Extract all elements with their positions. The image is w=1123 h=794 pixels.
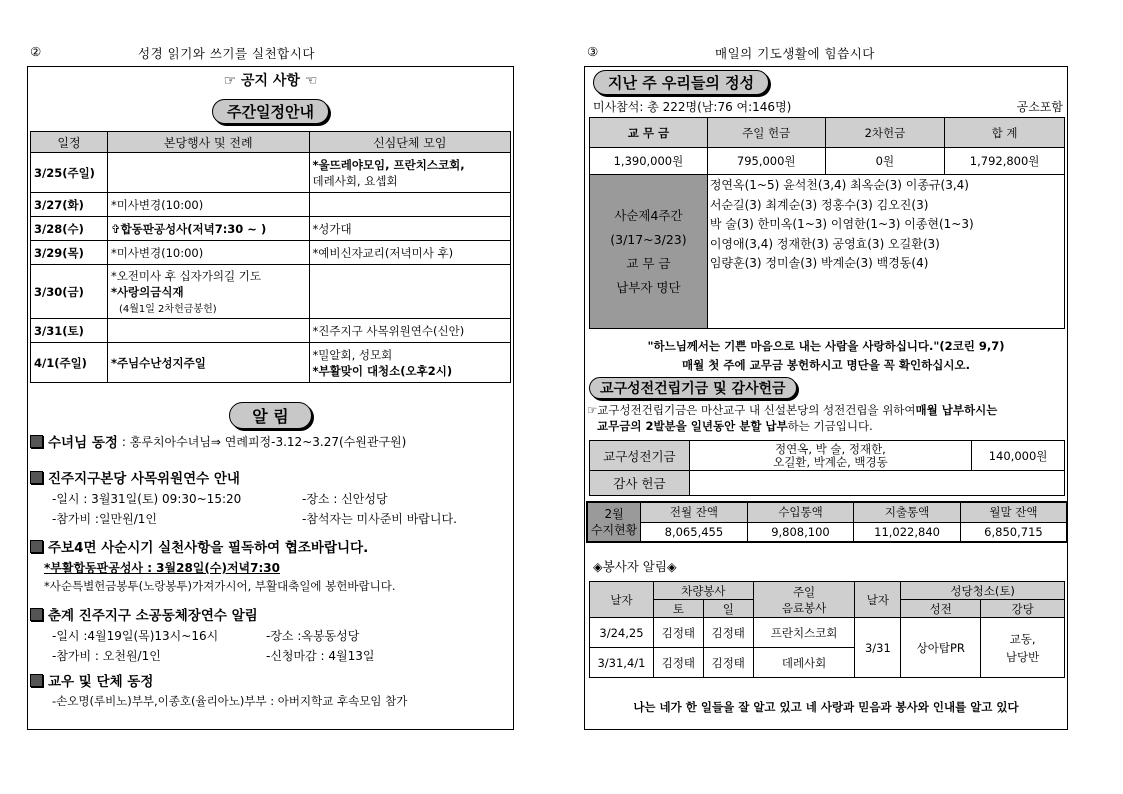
vol-sanctuary: 상아탑PR xyxy=(901,618,981,678)
vol-header: 차량봉사 xyxy=(653,582,753,600)
alert-title: 알 림 xyxy=(229,402,311,429)
alert-text: -장소 : 신안성당 xyxy=(302,492,388,506)
summary-header: 수입통액 xyxy=(747,502,854,522)
offering-value-row xyxy=(590,148,1065,175)
left-panel xyxy=(27,66,514,730)
vol-header: 주일 음료봉사 xyxy=(753,582,855,618)
alert-text: -참가비 :일만원/1인 xyxy=(52,512,158,526)
summary-value: 8,065,455 xyxy=(641,522,748,542)
schedule-row xyxy=(31,319,511,343)
vol-sat: 김정태 xyxy=(653,618,703,648)
donor-label: 사순제4주간 (3/17~3/23) 교 무 금 납부자 명단 xyxy=(590,175,708,329)
schedule-title: 주간일정안내 xyxy=(212,99,329,124)
schedule-header: 신심단체 모임 xyxy=(309,132,511,153)
schedule-row xyxy=(31,193,511,217)
schedule-date: 4/1(주일) xyxy=(31,343,108,383)
offering-value: 1,390,000원 xyxy=(590,148,708,175)
square-bullet-icon xyxy=(30,674,43,687)
offering-table xyxy=(589,117,1065,329)
square-bullet-icon xyxy=(30,608,43,621)
alert-text: -장소 :옥봉동성당 xyxy=(266,629,360,643)
building-desc: ☞교구성전건립기금은 마산교구 내 신설본당의 성전건립을 위하여매월 납부하시는 xyxy=(587,403,998,417)
vol-clean-date: 3/31 xyxy=(855,618,901,678)
offering-header: 주일 헌금 xyxy=(707,118,825,148)
offering-header: 합 계 xyxy=(945,118,1065,148)
schedule-table xyxy=(30,131,511,383)
schedule-group xyxy=(309,193,511,217)
vol-header: 강당 xyxy=(981,600,1065,618)
right-page-header xyxy=(587,44,1067,62)
volunteer-table xyxy=(589,581,1065,678)
quote-line: 매월 첫 주에 교무금 봉헌하시고 명단을 꼭 확인하십시오. xyxy=(682,358,970,372)
schedule-group: *울뜨레야모임, 프란치스코회, 데레사회, 요셉회 xyxy=(309,153,511,193)
schedule-parish xyxy=(107,153,309,193)
offering-header-row xyxy=(590,118,1065,148)
left-page-header xyxy=(30,44,510,62)
left-page-number: ② xyxy=(30,44,42,59)
summary-value: 11,022,840 xyxy=(854,522,961,542)
alert-text: -신청마감 : 4월13일 xyxy=(266,649,375,663)
schedule-group xyxy=(309,265,511,319)
schedule-date: 3/30(금) xyxy=(31,265,108,319)
fund-label: 교구성전기금 xyxy=(590,441,690,471)
schedule-header: 일정 xyxy=(31,132,108,153)
schedule-group: *밀알회, 성모회 *부활맞이 대청소(오후2시) xyxy=(309,343,511,383)
schedule-date: 3/27(화) xyxy=(31,193,108,217)
donor-line: 박 술(3) 한미옥(1~3) 이염한(1~3) 이종현(1~3) xyxy=(709,217,974,231)
schedule-group: *성가대 xyxy=(309,217,511,241)
schedule-group: *예비신자교리(저녁미사 후) xyxy=(309,241,511,265)
vol-header: 날자 xyxy=(590,582,654,618)
schedule-row xyxy=(31,265,511,319)
donor-list xyxy=(707,175,1064,329)
left-page-title: 성경 읽기와 쓰기를 실천합시다 xyxy=(138,46,315,61)
fund-amount: 140,000원 xyxy=(972,441,1065,471)
alert-item xyxy=(30,604,510,665)
summary-label: 2월 수지현황 xyxy=(587,502,641,542)
alert-text: -일시 :4월19일(목)13시~16시 xyxy=(52,629,219,643)
vol-drink: 프란치스코회 xyxy=(753,618,855,648)
alert-heading: 진주지구본당 사목위원연수 안내 xyxy=(48,471,240,487)
thanks-value xyxy=(689,471,1064,496)
fund-names: 정연옥, 박 술, 정재한, 오길환, 박계순, 백경동 xyxy=(689,441,971,471)
volunteer-title: ◈봉사자 알림◈ xyxy=(593,559,677,574)
mass-count: 미사참석: 총 222명(남:76 여:146명) xyxy=(593,100,792,114)
alert-item xyxy=(30,536,510,594)
vol-header: 일 xyxy=(703,600,753,618)
offering-header: 교 무 금 xyxy=(590,118,708,148)
thanks-row xyxy=(590,471,1065,496)
alert-item xyxy=(30,431,406,451)
offering-header: 2차헌금 xyxy=(825,118,945,148)
alert-text: -일시 : 3월31일(토) 09:30~15:20 xyxy=(52,492,242,506)
vol-sun: 김정태 xyxy=(703,648,753,678)
alert-text: -손오명(루비노)부부,이종호(율리아노)부부 : 아버지학교 후속모임 참가 xyxy=(52,694,408,708)
square-bullet-icon xyxy=(30,540,43,553)
alert-text: *사순특별헌금봉투(노랑봉투)가져가시어, 부활대축일에 봉헌바랍니다. xyxy=(44,579,396,593)
donor-row xyxy=(590,175,1065,329)
schedule-date: 3/29(목) xyxy=(31,241,108,265)
donor-line: 임량훈(3) 정미솔(3) 박계순(3) 백경동(4) xyxy=(709,256,929,270)
right-panel xyxy=(584,66,1068,730)
summary-value-row xyxy=(587,522,1067,542)
summary-header-row xyxy=(587,502,1067,522)
footer-quote: 나는 네가 한 일들을 잘 알고 있고 네 사랑과 믿음과 봉사와 인내를 알고 있다 xyxy=(633,700,1019,714)
alert-text: *부활합동판공성사 : 3월28일(수)저녁7:30 xyxy=(44,561,280,575)
right-page-number: ③ xyxy=(587,44,599,59)
quote-line: "하느님께서는 기쁜 마음으로 내는 사람을 사랑하십니다."(2코린 9,7) xyxy=(647,339,1005,353)
donor-line: 이영애(3,4) 정재한(3) 공영효(3) 오길환(3) xyxy=(709,236,940,251)
volunteer-row xyxy=(590,618,1065,648)
square-bullet-icon xyxy=(30,471,43,484)
summary-table xyxy=(586,501,1068,543)
schedule-group: *진주지구 사목위원연수(신안) xyxy=(309,319,511,343)
fund-table xyxy=(589,440,1065,496)
schedule-parish: *미사변경(10:00) xyxy=(107,193,309,217)
offering-value: 0원 xyxy=(825,148,945,175)
schedule-header-row xyxy=(31,132,511,153)
fund-row xyxy=(590,441,1065,471)
donor-line: 서순길(3) 최계순(3) 정홍수(3) 김오진(3) xyxy=(709,197,929,212)
summary-header: 전월 잔액 xyxy=(641,502,748,522)
schedule-date: 3/25(주일) xyxy=(31,153,108,193)
schedule-row xyxy=(31,217,511,241)
summary-header: 지출통액 xyxy=(854,502,961,522)
schedule-row xyxy=(31,241,511,265)
alert-heading: 교우 및 단체 동정 xyxy=(48,674,154,690)
vol-header: 성당청소(토) xyxy=(901,582,1065,600)
building-desc: 교무금의 2발분을 일년동안 분할 납부하는 기금입니다. xyxy=(597,419,873,433)
alert-item xyxy=(30,467,510,528)
schedule-parish: *미사변경(10:00) xyxy=(107,241,309,265)
summary-value: 9,808,100 xyxy=(747,522,854,542)
vol-sun: 김정태 xyxy=(703,618,753,648)
vol-header: 성전 xyxy=(901,600,981,618)
summary-header: 월말 잔액 xyxy=(960,502,1067,522)
schedule-row xyxy=(31,153,511,193)
alert-heading: 수녀님 동정 xyxy=(48,435,118,451)
vol-sat: 김정태 xyxy=(653,648,703,678)
summary-value: 6,850,715 xyxy=(960,522,1067,542)
vol-header: 날자 xyxy=(855,582,901,618)
offering-value: 1,792,800원 xyxy=(945,148,1065,175)
alert-text: -참가비 : 오천원/1인 xyxy=(52,649,161,663)
schedule-date: 3/31(토) xyxy=(31,319,108,343)
schedule-parish: *오전미사 후 십자가의길 기도 *사랑의금식재 (4월1일 2차헌금봉헌) xyxy=(107,265,309,319)
volunteer-header-row xyxy=(590,582,1065,600)
schedule-header: 본당행사 및 전례 xyxy=(107,132,309,153)
building-fund-title: 교구성전건립기금 및 감사헌금 xyxy=(589,377,797,399)
donor-line: 정연옥(1~5) 윤석천(3,4) 최옥순(3) 이종규(3,4) xyxy=(709,178,969,192)
vol-header: 토 xyxy=(653,600,703,618)
alert-text: : 홍루치아수녀님⇒ 연례피정-3.12~3.27(수원관구원) xyxy=(121,434,407,449)
vol-hall: 교동, 남당반 xyxy=(981,618,1065,678)
notice-title: ☞ 공지 사항 ☜ xyxy=(223,73,318,89)
vol-date: 3/24,25 xyxy=(590,618,654,648)
vol-drink: 데레사회 xyxy=(753,648,855,678)
schedule-date: 3/28(수) xyxy=(31,217,108,241)
vol-date: 3/31,4/1 xyxy=(590,648,654,678)
schedule-parish: ✞합동판공성사(저녁7:30 ~ ) xyxy=(107,217,309,241)
schedule-row xyxy=(31,343,511,383)
schedule-parish xyxy=(107,319,309,343)
alert-item xyxy=(30,670,510,709)
alert-text: -참석자는 미사준비 바랍니다. xyxy=(302,512,457,526)
alert-heading: 주보4면 사순시기 실천사항을 필독하여 협조바랍니다. xyxy=(48,540,369,556)
square-bullet-icon xyxy=(30,435,43,448)
alert-heading: 춘계 진주지구 소공동체장연수 알림 xyxy=(48,608,258,624)
mass-note: 공소포함 xyxy=(1016,100,1063,114)
schedule-parish: *주님수난성지주일 xyxy=(107,343,309,383)
right-page-title: 매일의 기도생활에 힘씁시다 xyxy=(715,46,875,61)
thanks-label: 감사 헌금 xyxy=(590,471,690,496)
offering-title: 지난 주 우리들의 정성 xyxy=(593,70,769,95)
offering-value: 795,000원 xyxy=(707,148,825,175)
